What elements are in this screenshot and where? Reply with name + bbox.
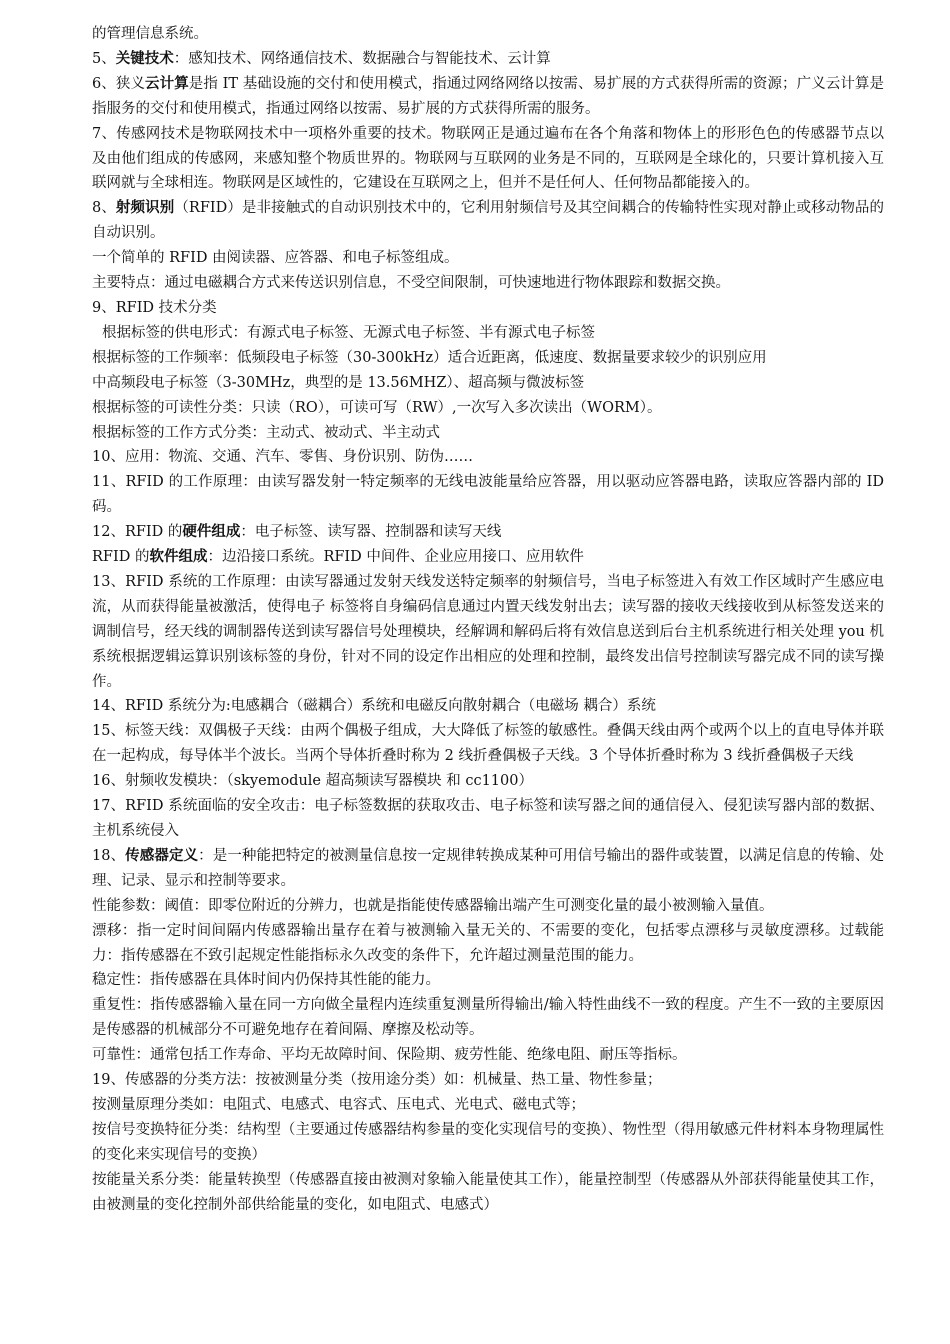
bold-term: 软件组成: [149, 548, 208, 566]
paragraph: [92, 22, 884, 47]
paragraph: [92, 1043, 884, 1068]
text-run: 7、传感网技术是物联网技术中一项格外重要的技术。物联网正是通过遍布在各个角落和物体上的形形色色的传感器节点以及由他们组成的传感网，来感知整个物质世界的。物联网与互联网的业务是不同的，互联网是全球化的，只要计算机接入互联网就与全球相连。物联网是区域性的，它建设在互联网之上，但并不是任何人、任何物品都能接入的。: [92, 125, 884, 192]
bold-term: 硬件组成: [182, 523, 241, 541]
text-run: 可靠性：通常包括工作寿命、平均无故障时间、保险期、疲劳性能、绝缘电阻、耐压等指标。: [92, 1047, 687, 1064]
text-run: 按能量关系分类：能量转换型（传感器直接由被测对象输入能量使其工作），能量控制型（传感器从外部获得能量使其工作，由被测量的变化控制外部供给能量的变化，如电阻式、电感式）: [92, 1171, 884, 1213]
paragraph: [92, 694, 884, 719]
paragraph: [92, 520, 884, 545]
text-run: 11、RFID 的工作原理：由读写器发射一特定频率的无线电波能量给应答器，用以驱动应答器电路，读取应答器内部的 ID 码。: [92, 474, 884, 516]
paragraph: [92, 919, 884, 969]
text-run: 按测量原理分类如：电阻式、电感式、电容式、压电式、光电式、磁电式等；: [92, 1096, 585, 1113]
text-run: 性能参数：阈值：即零位附近的分辨力，也就是指能使传感器输出端产生可测变化量的最小被测输入量值。: [92, 897, 774, 914]
paragraph: [92, 794, 884, 844]
paragraph: [92, 1093, 884, 1118]
bold-term: 射频识别: [115, 199, 175, 217]
bold-term: 云计算: [145, 74, 189, 92]
text-run: ：电子标签、读写器、控制器和读写天线: [240, 524, 502, 541]
paragraph: [92, 396, 884, 421]
text-run: 5、: [92, 50, 116, 67]
text-run: 12、RFID 的: [92, 524, 183, 541]
paragraph: [92, 1118, 884, 1168]
bold-term: 传感器定义: [125, 846, 199, 864]
text-run: 14、RFID 系统分为:电感耦合（磁耦合）系统和电磁反向散射耦合（电磁场 耦合）系统: [92, 698, 656, 715]
text-run: 重复性：指传感器输入量在同一方向做全量程内连续重复测量所得输出/输入特性曲线不一致的程度。产生不一致的主要原因是传感器的机械部分不可避免地存在着间隔、摩擦及松动等。: [92, 997, 884, 1039]
paragraph: [92, 196, 884, 246]
text-run: 10、应用：物流、交通、汽车、零售、身份识别、防伪……: [92, 449, 473, 466]
text-run: 根据标签的工作方式分类：主动式、被动式、半主动式: [92, 424, 440, 441]
text-run: 9、RFID 技术分类: [92, 299, 217, 316]
paragraph: [92, 271, 884, 296]
text-run: 19、传感器的分类方法：按被测量分类（按用途分类）如：机械量、热工量、物性参量；: [92, 1072, 662, 1089]
paragraph: [92, 844, 884, 894]
paragraph: [92, 421, 884, 446]
text-run: 17、RFID 系统面临的安全攻击：电子标签数据的获取攻击、电子标签和读写器之间的通信侵入、侵犯读写器内部的数据、主机系统侵入: [92, 798, 884, 839]
text-run: 8、: [92, 200, 116, 217]
paragraph: [92, 122, 884, 197]
text-run: 中高频段电子标签（3-30MHz，典型的是 13.56MHZ）、超高频与微波标签: [92, 374, 585, 391]
paragraph: [92, 470, 884, 520]
text-run: （RFID）是非接触式的自动识别技术中的，它利用射频信号及其空间耦合的传输特性实现对静止或移动物品的自动识别。: [92, 200, 885, 242]
paragraph: [92, 296, 884, 321]
text-run: ：边沿接口系统。RFID 中间件、企业应用接口、应用软件: [207, 549, 584, 566]
paragraph: [92, 719, 884, 769]
text-run: 漂移：指一定时间间隔内传感器输出量存在着与被测输入量无关的、不需要的变化，包括零点漂移与灵敏度漂移。过载能力：指传感器在不致引起规定性能指标永久改变的条件下，允许超过测量范围的能力。: [92, 922, 884, 964]
text-run: ：是一种能把特定的被测量信息按一定规律转换成某种可用信号输出的器件或装置，以满足信息的传输、处理、记录、显示和控制等要求。: [92, 847, 885, 889]
text-run: 16、射频收发模块：（skyemodule 超高频读写器模块 和 cc1100）: [92, 773, 533, 790]
text-run: ：感知技术、网络通信技术、数据融合与智能技术、云计算: [173, 50, 551, 67]
text-run: 18、: [92, 847, 126, 864]
paragraph: [92, 1068, 884, 1093]
paragraph: [92, 246, 884, 271]
text-run: 根据标签的工作频率：低频段电子标签（30-300kHz）适合近距离，低速度、数据量要求较少的识别应用: [92, 349, 767, 366]
text-run: 13、RFID 系统的工作原理：由读写器通过发射天线发送特定频率的射频信号，当电子标签进入有效工作区域时产生感应电流，从而获得能量被激活，使得电子 标签将自身编码信息通过内置天线发射出去；读写器的接收天线接收到从标签发送来的调制信号，经天线的调制器传送到读写器信号处理模块，经解调和解码后将有效信息送到后台主机系统进行相关处理 you 机系统根据逻辑运算识别该标签的身份，针对不同的设定作出相应的处理和控制，最终发出信号控制读写器完成不同的读写操作。: [92, 573, 884, 690]
paragraph: [92, 445, 884, 470]
text-run: RFID 的: [92, 549, 150, 566]
paragraph: [92, 346, 884, 371]
text-run: 根据标签的供电形式：有源式电子标签、无源式电子标签、半有源式电子标签: [102, 324, 595, 341]
text-run: 的管理信息系统。: [92, 26, 208, 42]
bold-term: 关键技术: [115, 49, 174, 67]
paragraph: [92, 894, 884, 919]
text-run: 是指 IT 基础设施的交付和使用模式，指通过网络网络以按需、易扩展的方式获得所需的资源；广义云计算是指服务的交付和使用模式，指通过网络以按需、易扩展的方式获得所需的服务。: [92, 75, 884, 117]
paragraph: [92, 968, 884, 993]
paragraph: [92, 993, 884, 1043]
paragraph: [92, 72, 884, 122]
text-run: 主要特点：通过电磁耦合方式来传送识别信息，不受空间限制，可快速地进行物体跟踪和数据交换。: [92, 275, 730, 292]
text-run: 按信号变换特征分类：结构型（主要通过传感器结构参量的变化实现信号的变换）、物性型（得用敏感元件材料本身物理属性的变化来实现信号的变换）: [92, 1121, 884, 1163]
paragraph: [92, 1168, 884, 1218]
text-run: 一个简单的 RFID 由阅读器、应答器、和电子标签组成。: [92, 250, 459, 267]
text-run: 6、狭义: [92, 75, 146, 92]
paragraph: [92, 545, 884, 570]
paragraph: [92, 769, 884, 794]
text-run: 稳定性：指传感器在具体时间内仍保持其性能的能力。: [92, 972, 440, 989]
paragraph: [92, 570, 884, 695]
text-run: 根据标签的可读性分类：只读（RO），可读可写（RW）,一次写入多次读出（WORM）。: [92, 399, 662, 416]
paragraph: [92, 47, 884, 72]
text-run: 15、标签天线：双偶极子天线：由两个偶极子组成，大大降低了标签的敏感性。叠偶天线由两个或两个以上的直电导体并联在一起构成，每导体半个波长。当两个导体折叠时称为 2 线折叠偶极子天线。3 个导体折叠时称为 3 线折叠偶极子天线: [92, 723, 884, 765]
paragraph: [92, 371, 884, 396]
paragraph: [92, 321, 884, 346]
